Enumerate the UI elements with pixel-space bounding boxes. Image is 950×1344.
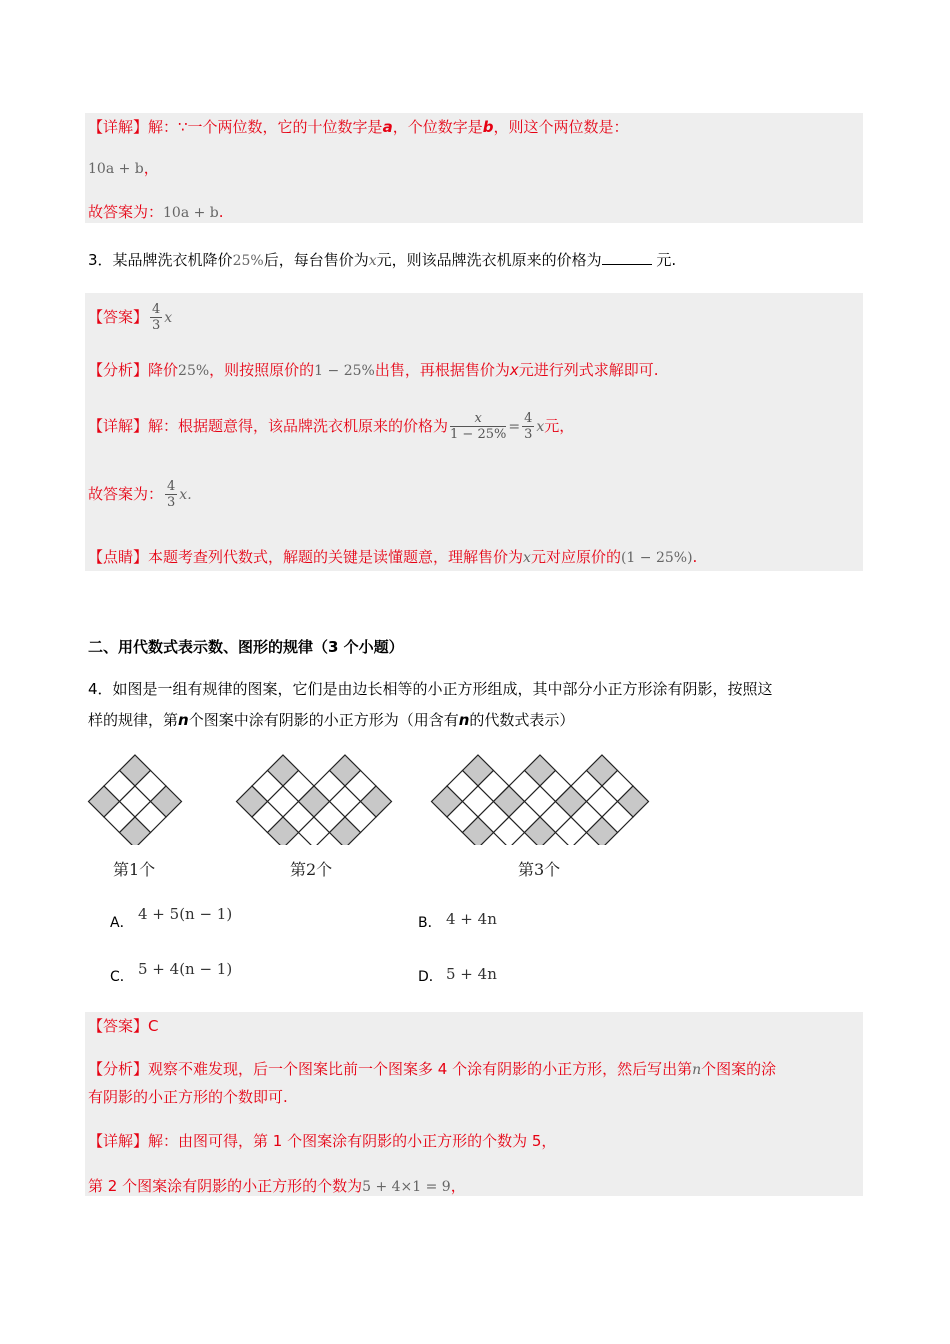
option-a-value[interactable]: 4 + 5(n − 1) bbox=[138, 905, 233, 923]
figure-label-1: 第1个 bbox=[113, 860, 156, 879]
section-title: 二、用代数式表示数、图形的规律（3 个小题） bbox=[88, 638, 404, 656]
question-4-line-1: 4．如图是一组有规律的图案，它们是由边长相等的小正方形组成，其中部分小正方形涂有阴影，按照这 bbox=[88, 680, 773, 698]
analysis-line-q4-1: 【分析】观察不难发现，后一个图案比前一个图案多 4 个涂有阴影的小正方形，然后写出第n个图案的涂 bbox=[88, 1060, 777, 1078]
pattern-1 bbox=[89, 755, 182, 845]
question-3: 3．某品牌洗衣机降价25%后，每台售价为x元，则该品牌洗衣机原来的价格为 元. bbox=[88, 251, 677, 269]
detail-line-2: 10a + b， bbox=[88, 159, 159, 177]
figure-label-3: 第3个 bbox=[518, 860, 561, 879]
answer-blank bbox=[602, 250, 652, 265]
pattern-figures bbox=[80, 745, 670, 845]
option-c-label[interactable]: C． bbox=[110, 969, 134, 985]
pattern-2 bbox=[237, 755, 392, 845]
detail-line-1: 【详解】解：∵一个两位数，它的十位数字是a，个位数字是b，则这个两位数是： bbox=[88, 118, 629, 136]
option-b-value[interactable]: 4 + 4n bbox=[446, 910, 497, 928]
analysis-line: 【分析】降价25%，则按照原价的1 − 25%出售，再根据售价为x元进行列式求解即可. bbox=[88, 361, 659, 379]
option-c-value[interactable]: 5 + 4(n − 1) bbox=[138, 960, 233, 978]
answer-line: 【答案】 $\frac{4}{3}$ x bbox=[88, 302, 173, 333]
option-d-value[interactable]: 5 + 4n bbox=[446, 965, 497, 983]
figure-label-2: 第2个 bbox=[290, 860, 333, 879]
option-b-label[interactable]: B． bbox=[418, 915, 442, 931]
final-answer-q3: 故答案为： $\frac{4}{3}$ x. bbox=[88, 479, 192, 510]
option-d-label[interactable]: D． bbox=[418, 969, 443, 985]
detail-line-q4-1: 【详解】解：由图可得，第 1 个图案涂有阴影的小正方形的个数为 5， bbox=[88, 1132, 557, 1150]
analysis-line-q4-2: 有阴影的小正方形的个数即可. bbox=[88, 1088, 288, 1106]
answer-line-q4: 【答案】C bbox=[88, 1017, 159, 1035]
option-a-label[interactable]: A． bbox=[110, 915, 134, 931]
question-4-line-2: 样的规律，第n个图案中涂有阴影的小正方形为（用含有n的代数式表示） bbox=[88, 711, 575, 729]
detail-line-q4-2: 第 2 个图案涂有阴影的小正方形的个数为5 + 4×1 = 9， bbox=[88, 1177, 466, 1195]
detail-line-q3: 【详解】解：根据题意得，该品牌洗衣机原来的价格为 $\frac{x}{1 - 25\%}$ = $\frac{4}{3}$ x元， bbox=[88, 411, 575, 442]
pattern-3 bbox=[432, 755, 649, 845]
detail-line-3: 故答案为：10a + b. bbox=[88, 203, 224, 221]
comment-line: 【点睛】本题考查列代数式，解题的关键是读懂题意，理解售价为x元对应原价的(1 − 25%). bbox=[88, 548, 698, 566]
